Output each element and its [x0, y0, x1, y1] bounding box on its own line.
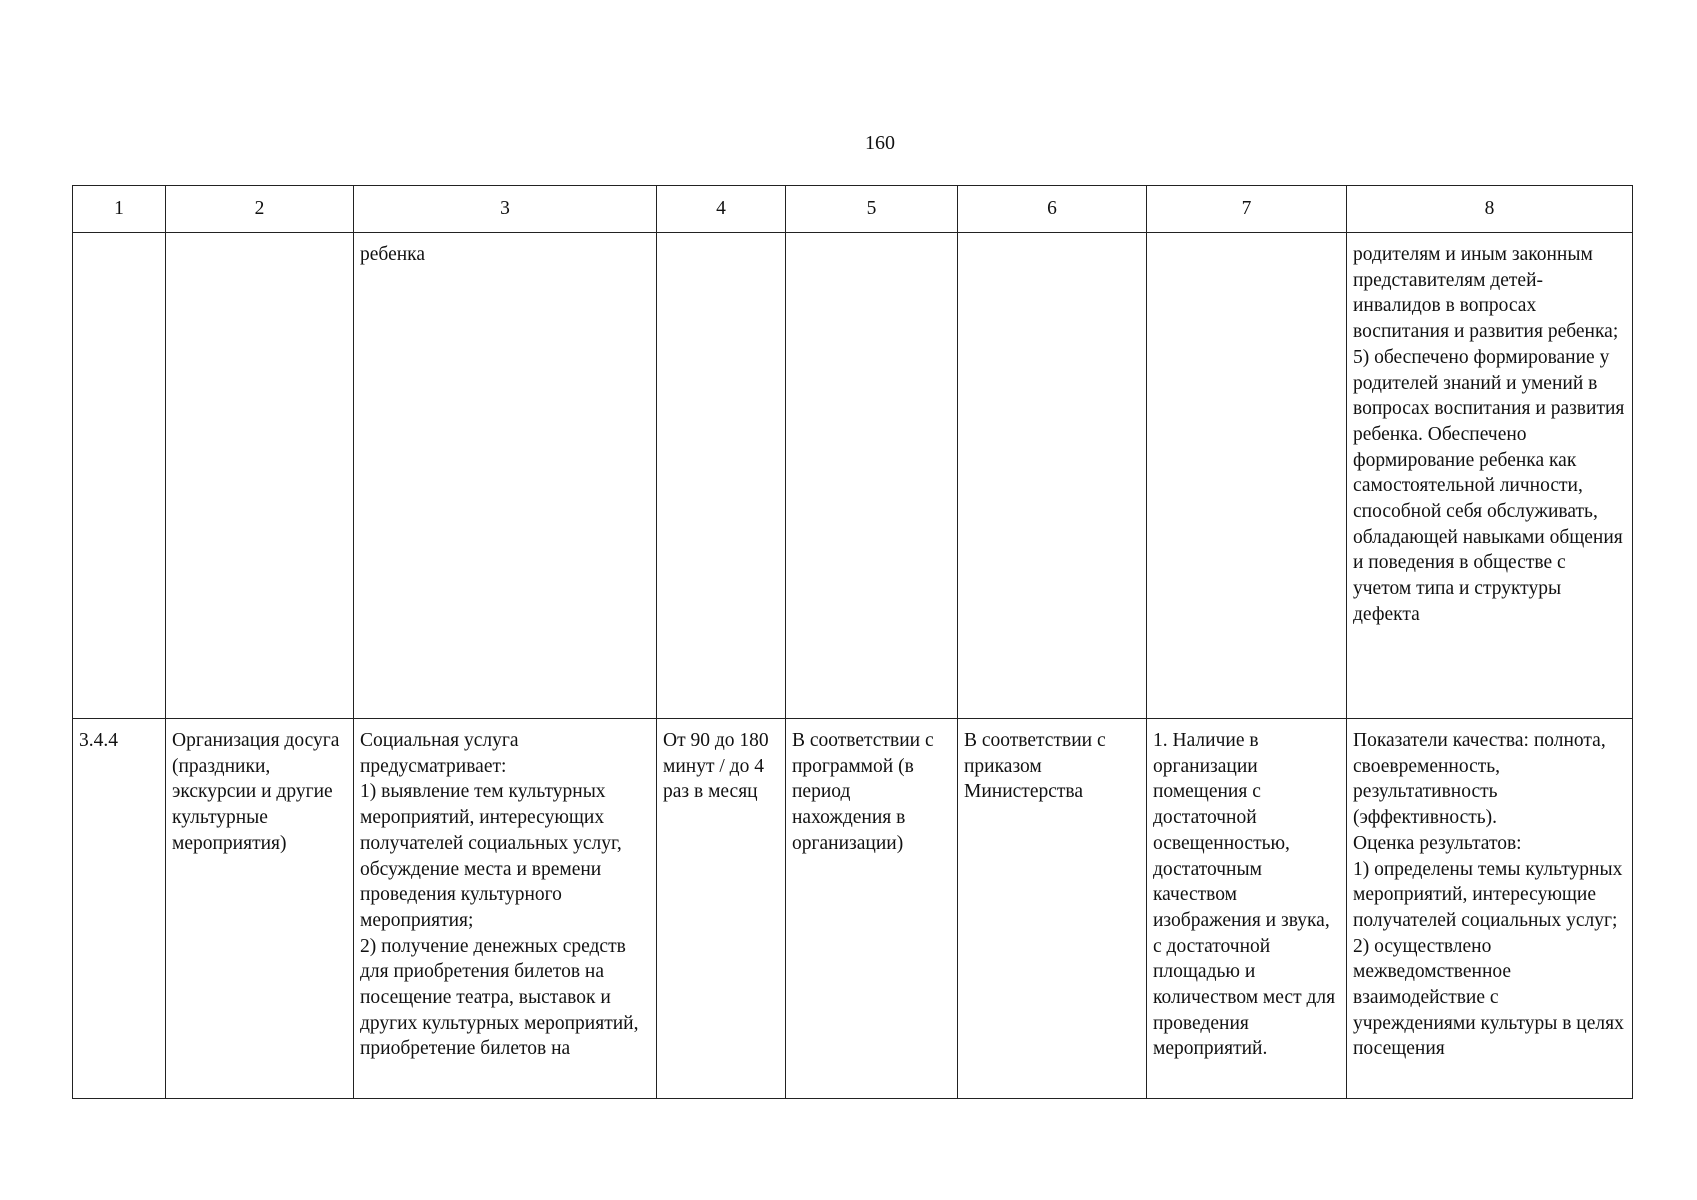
conditions-cell: 1. Наличие в организации помещения с достаточной освещенностью, достаточным качеством изображения и звука, с достаточной площадью и количеством мест для проведения мероприятий. [1147, 719, 1347, 1099]
table-row [73, 719, 1633, 1099]
service-name-cell: Организация досуга (праздники, экскурсии и другие культурные мероприятия) [166, 719, 354, 1099]
header-cell: 4 [657, 186, 786, 233]
quality-indicators-cell: Показатели качества: полнота, своевременность, результативность (эффективность). Оценка результатов: 1) определены темы культурных мероприятий, интересующие получателей социальных услуг; 2) осуществлено межведомственное взаимодействие с учреждениями культуры в целях посещения [1347, 719, 1633, 1099]
page-number: 160 [865, 132, 895, 154]
header-cell: 3 [354, 186, 657, 233]
row-number-cell: 3.4.4 [73, 719, 166, 1099]
service-name-cell [166, 233, 354, 719]
header-cell: 5 [786, 186, 958, 233]
service-description-cell: ребенка [354, 233, 657, 719]
terms-cell: В соответствии с программой (в период нахождения в организации) [786, 719, 958, 1099]
tariff-cell: В соответствии с приказом Министерства [958, 719, 1147, 1099]
table-row [73, 233, 1633, 719]
table-header-row [73, 186, 1633, 233]
service-description-cell: Социальная услуга предусматривает: 1) выявление тем культурных мероприятий, интересующих получателей социальных услуг, обсуждение места и времени проведения культурного мероприятия; 2) получение денежных средств для приобретения билетов на посещение театра, выставок и других культурных мероприятий, приобретение билетов на [354, 719, 657, 1099]
header-cell: 6 [958, 186, 1147, 233]
row-number-cell [73, 233, 166, 719]
header-cell: 2 [166, 186, 354, 233]
header-cell: 7 [1147, 186, 1347, 233]
duration-cell: От 90 до 180 минут / до 4 раз в месяц [657, 719, 786, 1099]
services-table [72, 185, 1633, 1099]
tariff-cell [958, 233, 1147, 719]
quality-indicators-cell: родителям и иным законным представителям детей-инвалидов в вопросах воспитания и развития ребенка; 5) обеспечено формирование у родителей знаний и умений в вопросах воспитания и развития ребенка. Обеспечено формирование ребенка как самостоятельной личности, способной себя обслуживать, обладающей навыками общения и поведения в обществе с учетом типа и структуры дефекта [1347, 233, 1633, 719]
header-cell: 1 [73, 186, 166, 233]
conditions-cell [1147, 233, 1347, 719]
terms-cell [786, 233, 958, 719]
duration-cell [657, 233, 786, 719]
header-cell: 8 [1347, 186, 1633, 233]
